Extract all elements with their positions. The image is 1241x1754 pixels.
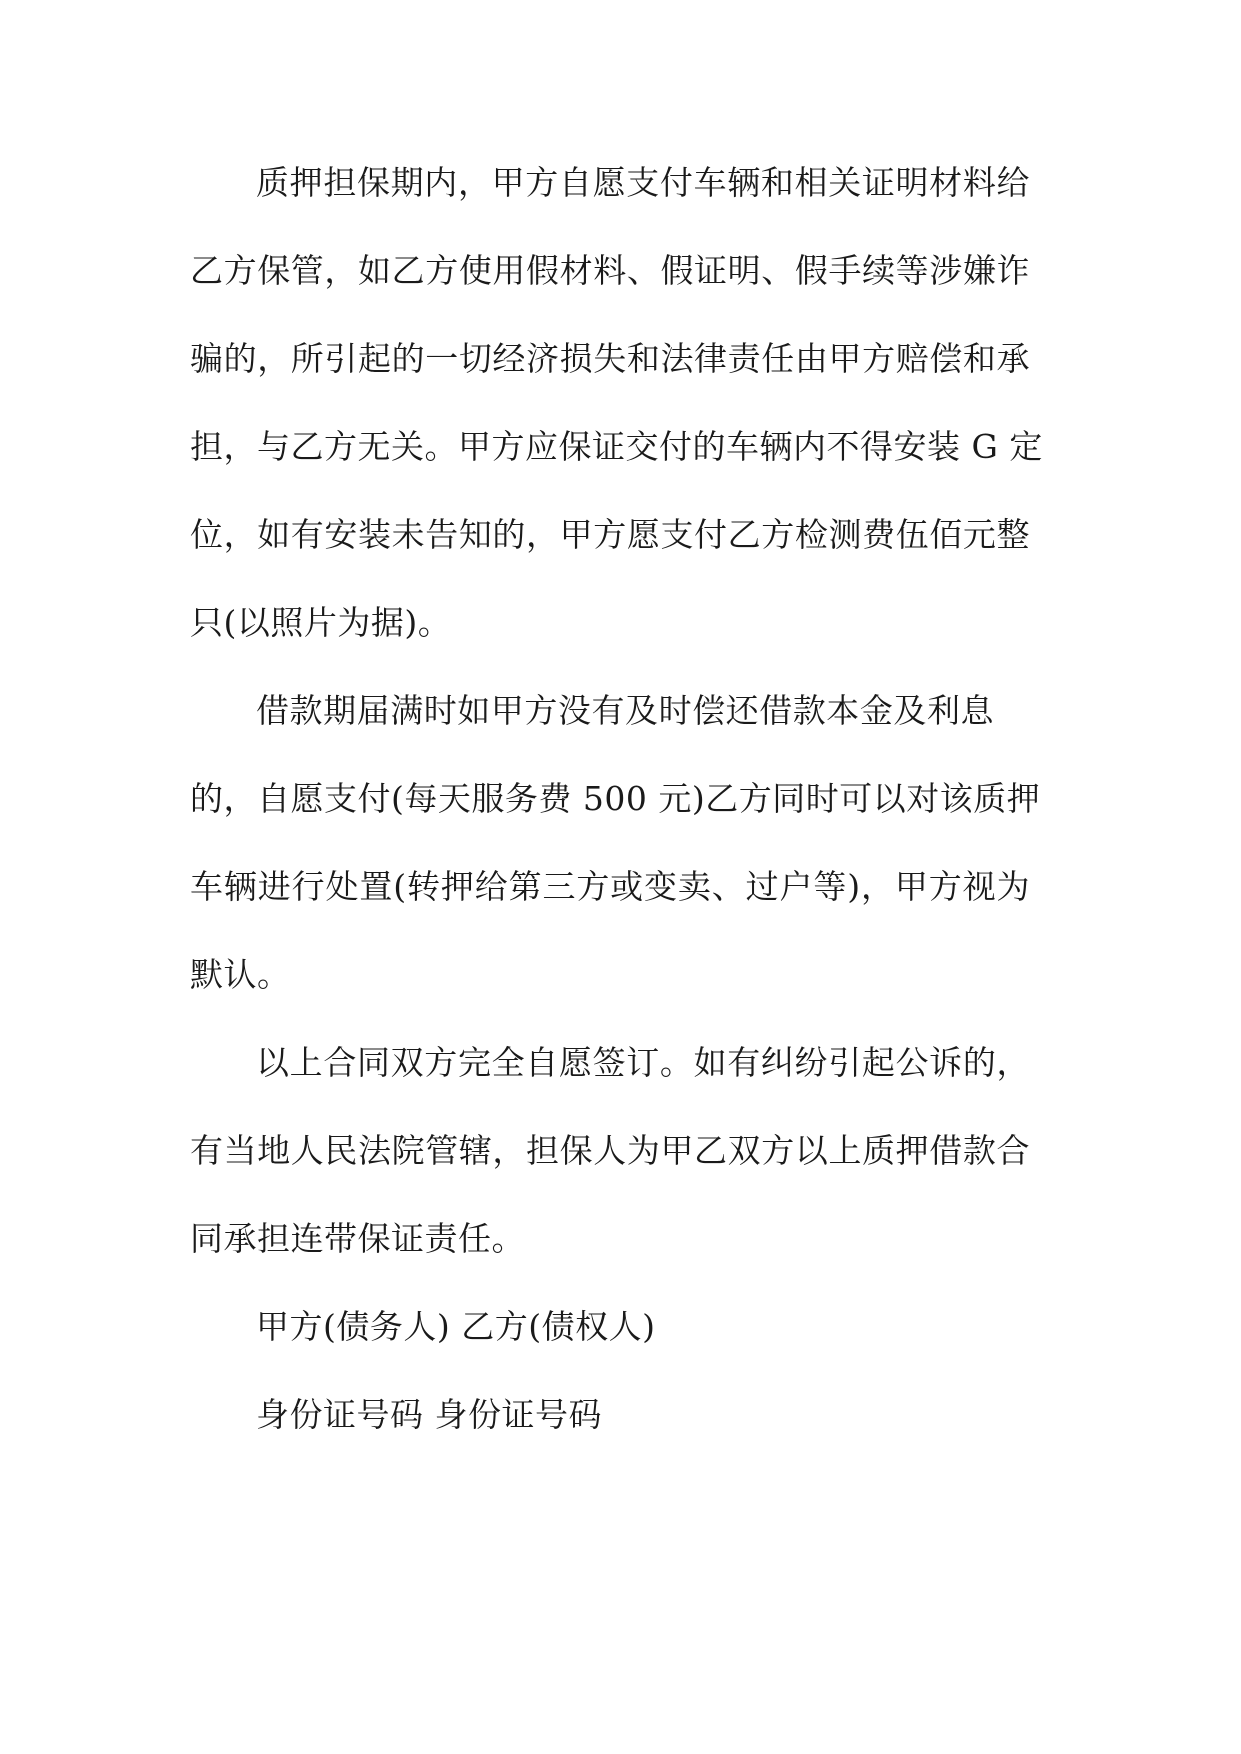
paragraph-1-line-2: 乙方保管，如乙方使用假材料、假证明、假手续等涉嫌诈 [190, 251, 1030, 290]
paragraph-1-line-6: 只(以照片为据)。 [190, 603, 452, 642]
paragraph-1-line-3: 骗的，所引起的一切经济损失和法律责任由甲方赔偿和承 [190, 339, 1030, 378]
paragraph-2-line-3: 车辆进行处置(转押给第三方或变卖、过户等)，甲方视为 [190, 867, 1030, 906]
paragraph-1-line-4: 担，与乙方无关。甲方应保证交付的车辆内不得安装 G 定 [190, 427, 1043, 466]
paragraph-1-line-5: 位，如有安装未告知的，甲方愿支付乙方检测费伍佰元整 [190, 515, 1030, 554]
paragraph-3-line-1: 以上合同双方完全自愿签订。如有纠纷引起公诉的， [256, 1043, 1030, 1082]
paragraph-2-line-2: 的，自愿支付(每天服务费 500 元)乙方同时可以对该质押 [190, 779, 1041, 818]
paragraph-2-line-4: 默认。 [190, 955, 291, 994]
paragraph-3-line-3: 同承担连带保证责任。 [190, 1219, 525, 1258]
signature-parties: 甲方(债务人) 乙方(债权人) [256, 1307, 656, 1346]
signature-id-numbers: 身份证号码 身份证号码 [256, 1395, 602, 1434]
paragraph-2-line-1: 借款期届满时如甲方没有及时偿还借款本金及利息 [256, 691, 994, 730]
paragraph-3-line-2: 有当地人民法院管辖，担保人为甲乙双方以上质押借款合 [190, 1131, 1030, 1170]
paragraph-1-line-1: 质押担保期内，甲方自愿支付车辆和相关证明材料给 [256, 163, 1030, 202]
